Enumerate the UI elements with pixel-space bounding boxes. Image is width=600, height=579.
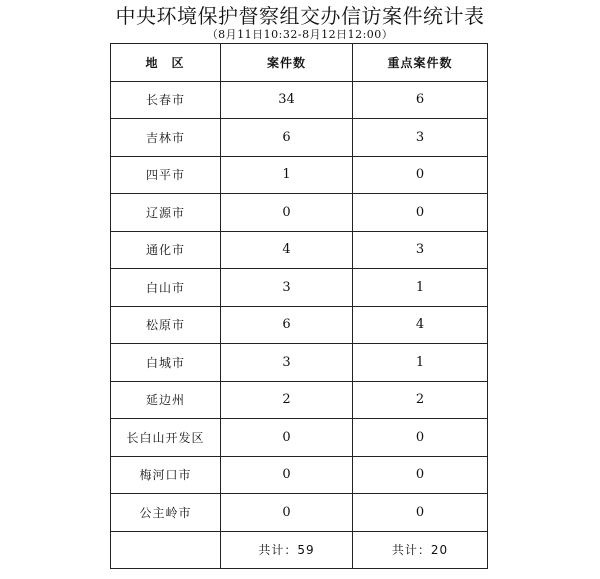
table-row [111, 194, 488, 232]
key-cases-cell: 3 [353, 231, 488, 269]
key-cases-cell: 4 [353, 306, 488, 344]
total-cases-cell: 共计：59 [221, 531, 353, 569]
table-row [111, 156, 488, 194]
key-cases-cell: 1 [353, 269, 488, 307]
region-cell: 通化市 [111, 231, 221, 269]
region-cell: 长白山开发区 [111, 419, 221, 457]
cases-cell: 0 [221, 194, 353, 232]
key-cases-cell: 1 [353, 344, 488, 382]
header-cases: 案件数 [221, 44, 353, 82]
header-region: 地区 [111, 44, 221, 82]
region-cell: 辽源市 [111, 194, 221, 232]
cases-cell: 4 [221, 231, 353, 269]
table-header-row [111, 44, 488, 82]
case-statistics-table [110, 43, 488, 569]
cases-cell: 0 [221, 494, 353, 532]
total-key-cases-cell: 共计：20 [353, 531, 488, 569]
cases-cell: 6 [221, 306, 353, 344]
cases-cell: 34 [221, 81, 353, 119]
key-cases-cell: 0 [353, 456, 488, 494]
key-cases-cell: 2 [353, 381, 488, 419]
table-row [111, 81, 488, 119]
table-row [111, 306, 488, 344]
key-cases-cell: 6 [353, 81, 488, 119]
key-cases-cell: 0 [353, 194, 488, 232]
key-cases-cell: 0 [353, 494, 488, 532]
totals-region-cell [111, 531, 221, 569]
region-cell: 吉林市 [111, 119, 221, 157]
region-cell: 长春市 [111, 81, 221, 119]
key-cases-cell: 3 [353, 119, 488, 157]
cases-cell: 3 [221, 269, 353, 307]
cases-cell: 2 [221, 381, 353, 419]
cases-cell: 6 [221, 119, 353, 157]
table-row [111, 381, 488, 419]
cases-cell: 0 [221, 419, 353, 457]
key-cases-cell: 0 [353, 419, 488, 457]
cases-cell: 1 [221, 156, 353, 194]
key-cases-cell: 0 [353, 156, 488, 194]
cases-cell: 0 [221, 456, 353, 494]
region-cell: 松原市 [111, 306, 221, 344]
page-title: 中央环境保护督察组交办信访案件统计表 [115, 4, 485, 28]
table-row [111, 419, 488, 457]
region-cell: 白城市 [111, 344, 221, 382]
table-row [111, 344, 488, 382]
region-cell: 四平市 [111, 156, 221, 194]
region-cell: 梅河口市 [111, 456, 221, 494]
region-cell: 公主岭市 [111, 494, 221, 532]
table-row [111, 119, 488, 157]
table-row [111, 231, 488, 269]
region-cell: 白山市 [111, 269, 221, 307]
cases-cell: 3 [221, 344, 353, 382]
table-row [111, 269, 488, 307]
totals-row [111, 531, 488, 569]
region-cell: 延边州 [111, 381, 221, 419]
date-range-subtitle: （8月11日10:32-8月12日12:00） [206, 28, 394, 41]
table-row [111, 456, 488, 494]
table-row [111, 494, 488, 532]
header-key-cases: 重点案件数 [353, 44, 488, 82]
